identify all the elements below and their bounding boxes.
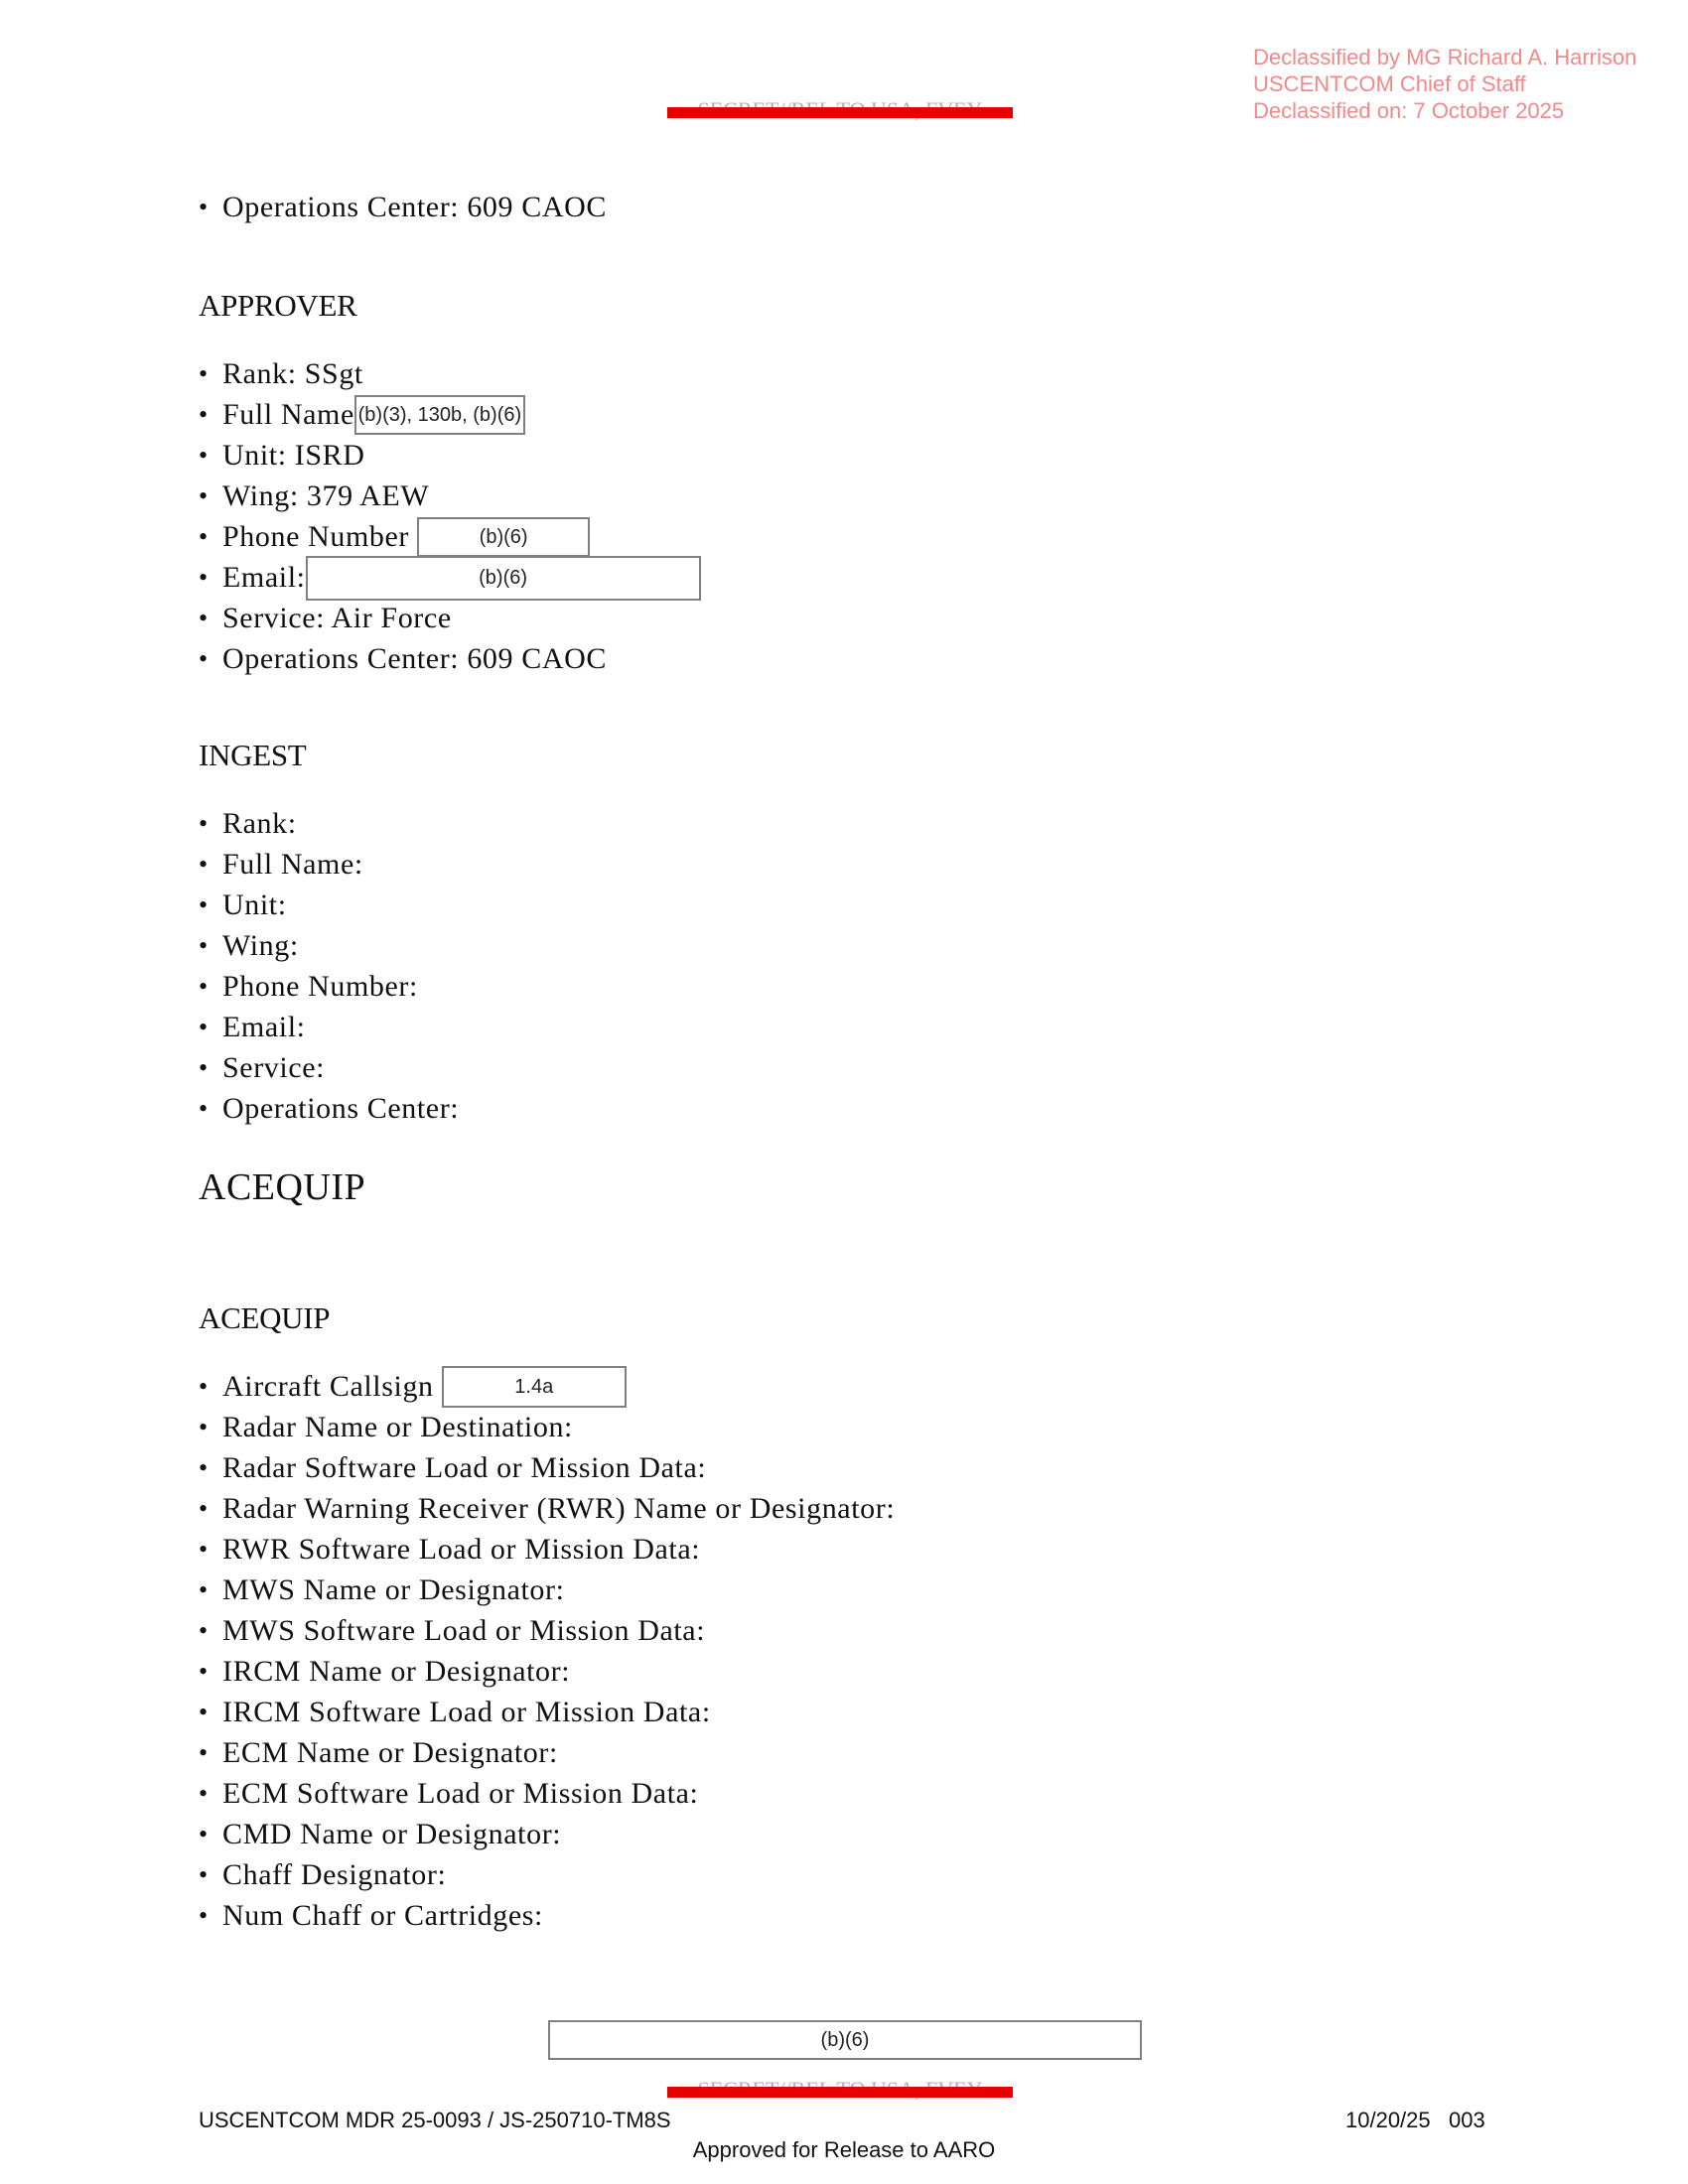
ingest-full-name: • Full Name: xyxy=(199,844,459,885)
acequip-item: • IRCM Software Load or Mission Data: xyxy=(199,1692,895,1732)
approver-rank: • Rank: SSgt xyxy=(199,353,701,394)
list-item-operations-center: • Operations Center: 609 CAOC xyxy=(199,187,607,227)
acequip-item: • IRCM Name or Designator: xyxy=(199,1651,895,1692)
approver-email xyxy=(199,557,701,598)
redaction-box-callsign: 1.4a xyxy=(442,1366,627,1408)
strike-through-line xyxy=(667,107,1013,118)
approver-heading: APPROVER xyxy=(199,288,357,323)
redaction-box-footer: (b)(6) xyxy=(548,2020,1142,2060)
approver-ops-center: • Operations Center: 609 CAOC xyxy=(199,638,701,679)
strike-through-line xyxy=(667,2087,1013,2098)
acequip-heading: ACEQUIP xyxy=(199,1300,331,1335)
email-label: Email: xyxy=(222,561,306,594)
redaction-box-full-name: (b)(3), 130b, (b)(6) xyxy=(354,395,525,435)
acequip-list xyxy=(199,1366,895,1936)
acequip-item: • MWS Name or Designator: xyxy=(199,1570,895,1610)
ingest-unit: • Unit: xyxy=(199,885,459,925)
acequip-item: • Radar Name or Destination: xyxy=(199,1407,895,1447)
acequip-item: • MWS Software Load or Mission Data: xyxy=(199,1610,895,1651)
acequip-item: • ECM Name or Designator: xyxy=(199,1732,895,1773)
declassification-stamp xyxy=(1253,44,1636,124)
ingest-service: • Service: xyxy=(199,1047,459,1088)
footer-release-note: Approved for Release to AARO xyxy=(692,2137,996,2162)
carryover-list xyxy=(199,187,607,227)
ingest-email: • Email: xyxy=(199,1007,459,1047)
redaction-box-email: (b)(6) xyxy=(306,556,701,601)
phone-label: Phone Number xyxy=(222,520,410,553)
acequip-callsign xyxy=(199,1366,895,1407)
callsign-label: Aircraft Callsign xyxy=(222,1370,434,1403)
approver-wing: • Wing: 379 AEW xyxy=(199,476,701,516)
acequip-item: • Radar Software Load or Mission Data: xyxy=(199,1447,895,1488)
acequip-item: • CMD Name or Designator: xyxy=(199,1814,895,1854)
ingest-ops-center: • Operations Center: xyxy=(199,1088,459,1129)
approver-unit: • Unit: ISRD xyxy=(199,435,701,476)
ingest-rank: • Rank: xyxy=(199,803,459,844)
stamp-line-2: USCENTCOM Chief of Staff xyxy=(1253,71,1526,96)
stamp-line-1: Declassified by MG Richard A. Harrison xyxy=(1253,45,1637,69)
approver-full-name xyxy=(199,394,701,435)
classification-marking-bottom xyxy=(667,2080,1013,2100)
acequip-item: • RWR Software Load or Mission Data: xyxy=(199,1529,895,1570)
approver-phone xyxy=(199,516,701,557)
classification-marking-top xyxy=(667,100,1013,120)
ingest-phone: • Phone Number: xyxy=(199,966,459,1007)
ingest-list xyxy=(199,803,459,1129)
acequip-item: • Num Chaff or Cartridges: xyxy=(199,1895,895,1936)
acequip-item: • Radar Warning Receiver (RWR) Name or Designator: xyxy=(199,1488,895,1529)
footer-doc-id: USCENTCOM MDR 25-0093 / JS-250710-TM8S xyxy=(199,2108,671,2132)
approver-list xyxy=(199,353,701,679)
ingest-wing: • Wing: xyxy=(199,925,459,966)
approver-service: • Service: Air Force xyxy=(199,598,701,638)
acequip-section-title: ACEQUIP xyxy=(199,1166,366,1208)
redaction-box-phone: (b)(6) xyxy=(417,517,590,557)
full-name-label: Full Name xyxy=(222,398,354,431)
ingest-heading: INGEST xyxy=(199,738,307,772)
acequip-item: • Chaff Designator: xyxy=(199,1854,895,1895)
stamp-line-3: Declassified on: 7 October 2025 xyxy=(1253,98,1565,123)
acequip-item: • ECM Software Load or Mission Data: xyxy=(199,1773,895,1814)
footer-date-page: 10/20/25 003 xyxy=(1345,2108,1485,2132)
